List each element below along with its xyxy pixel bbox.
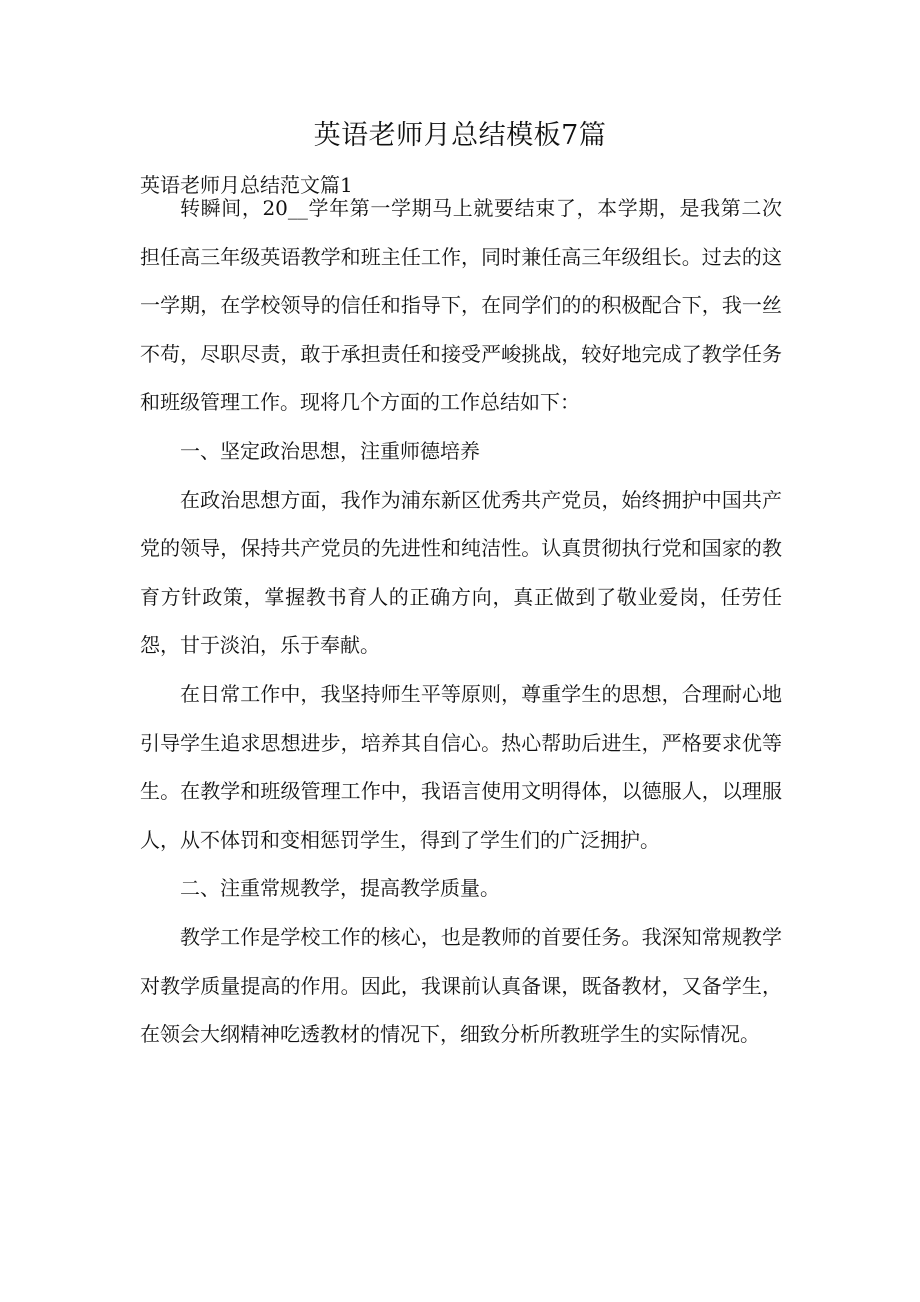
section-heading-1: 一、坚定政治思想，注重师德培养 xyxy=(180,438,480,463)
document-body xyxy=(140,184,782,1059)
paragraph-daily-work: 在日常工作中，我坚持师生平等原则，尊重学生的思想，合理耐心地引导学生追求思想进步，培养其自信心。热心帮助后进生，严格要求优等生。在教学和班级管理工作中，我语言使用文明得体，以德服人，以理服人，从不体罚和变相惩罚学生，得到了学生们的广泛拥护。 xyxy=(140,681,782,852)
document-subtitle: 英语老师月总结范文篇1 xyxy=(140,173,353,197)
paragraph-politics: 在政治思想方面，我作为浦东新区优秀共产党员，始终拥护中国共产党的领导，保持共产党员的先进性和纯洁性。认真贯彻执行党和国家的教育方针政策，掌握教书育人的正确方向，真正做到了敬业爱岗，任劳任怨，甘于淡泊，乐于奉献。 xyxy=(140,487,782,658)
document-title: 英语老师月总结模板7篇 xyxy=(313,120,607,151)
paragraph-teaching: 教学工作是学校工作的核心，也是教师的首要任务。我深知常规教学对教学质量提高的作用。因此，我课前认真备课，既备教材，又备学生，在领会大纲精神吃透教材的情况下，细致分析所教班学生的实际情况。 xyxy=(140,924,782,1047)
paragraph-intro: 转瞬间，20__学年第一学期马上就要结束了，本学期，是我第二次担任高三年级英语教学和班主任工作，同时兼任高三年级组长。过去的这一学期，在学校领导的信任和指导下，在同学们的的积极配合下，我一丝不苟，尽职尽责，敢于承担责任和接受严峻挑战，较好地完成了教学任务和班级管理工作。现将几个方面的工作总结如下： xyxy=(140,196,782,415)
section-heading-2: 二、注重常规教学，提高教学质量。 xyxy=(180,876,500,901)
